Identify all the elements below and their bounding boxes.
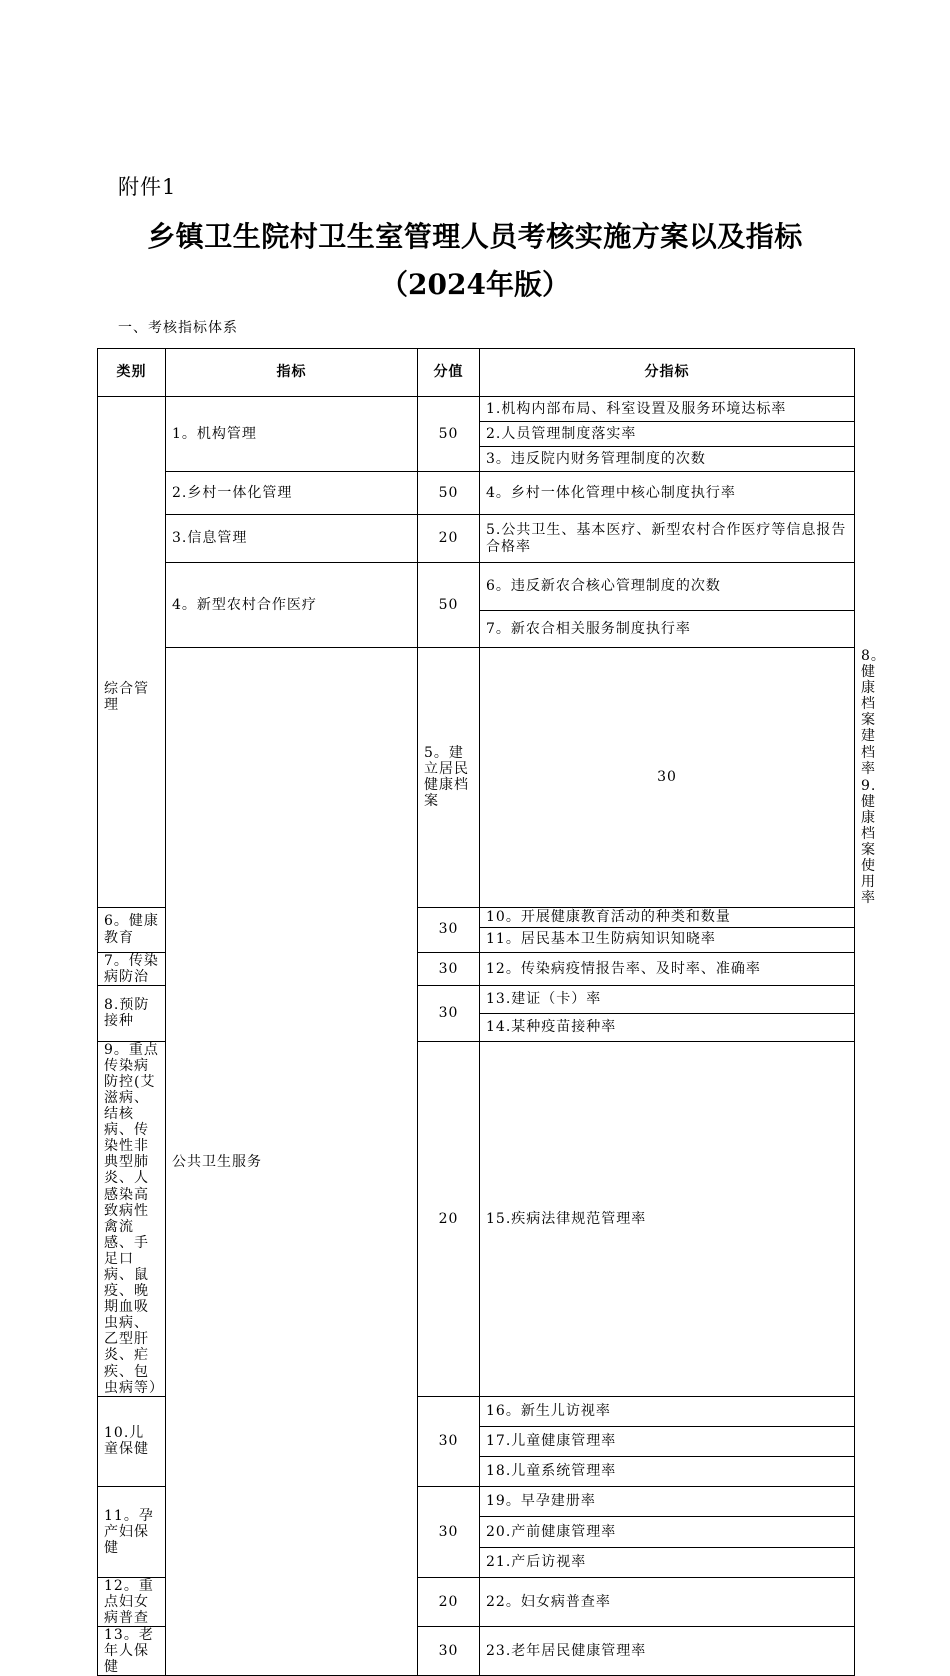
sub-indicator-cell: 15.疾病法律规范管理率 — [480, 1041, 855, 1396]
indicator-cell: 12。重点妇女病普查 — [98, 1577, 166, 1626]
score-cell: 30 — [480, 648, 855, 908]
sub-indicator-cell: 1.机构内部布局、科室设置及服务环境达标率 — [480, 397, 855, 422]
sub-indicator-cell: 16。新生儿访视率 — [480, 1396, 855, 1426]
table-row — [98, 472, 855, 515]
score-cell: 30 — [418, 1396, 480, 1486]
sub-indicator-cell: 20.产前健康管理率 — [480, 1516, 855, 1547]
table-row: 9.健康档案使用率 — [861, 777, 877, 907]
indicator-cell: 7。传染病防治 — [98, 952, 166, 985]
table-row — [98, 515, 855, 563]
score-cell: 50 — [418, 472, 480, 515]
score-cell: 30 — [418, 1627, 480, 1676]
sub-indicator-cell: 22。妇女病普查率 — [480, 1577, 855, 1626]
score-cell: 30 — [418, 907, 480, 952]
header-indicator: 指标 — [166, 349, 418, 397]
sub-indicator-cell: 4。乡村一体化管理中核心制度执行率 — [480, 472, 855, 515]
score-cell: 50 — [418, 397, 480, 472]
sub-indicator-cell: 18.儿童系统管理率 — [480, 1456, 855, 1486]
sub-indicator-cell: 5.公共卫生、基本医疗、新型农村合作医疗等信息报告合格率 — [480, 515, 855, 563]
indicator-cell: 10.儿童保健 — [98, 1396, 166, 1486]
indicator-cell: 8.预防接种 — [98, 985, 166, 1041]
indicator-cell: 3.信息管理 — [166, 515, 418, 563]
document-edition: （2024年版） — [380, 268, 570, 301]
score-cell: 20 — [418, 515, 480, 563]
sub-indicator-cell: 10。开展健康教育活动的种类和数量 — [480, 907, 855, 927]
indicator-cell: 5。建立居民健康档案 — [418, 648, 480, 908]
category-cell: 综合管理 — [98, 397, 166, 908]
table-header-row — [98, 349, 855, 397]
sub-indicator-cell: 23.老年居民健康管理率 — [480, 1627, 855, 1676]
header-category: 类别 — [98, 349, 166, 397]
sub-indicator-cell: 14.某种疫苗接种率 — [480, 1013, 855, 1041]
score-cell: 30 — [418, 952, 480, 985]
sub-indicator-cell: 3。违反院内财务管理制度的次数 — [480, 447, 855, 472]
sub-indicator-cell: 6。违反新农合核心管理制度的次数 — [480, 563, 855, 611]
score-cell: 20 — [418, 1577, 480, 1626]
sub-indicator-cell: 7。新农合相关服务制度执行率 — [480, 611, 855, 648]
indicator-table — [97, 348, 886, 1676]
score-cell: 50 — [418, 563, 480, 648]
sub-indicator-cell: 12。传染病疫情报告率、及时率、准确率 — [480, 952, 855, 985]
category-cell: 公共卫生服务 — [166, 648, 418, 1676]
sub-indicator-cell: 17.儿童健康管理率 — [480, 1426, 855, 1456]
sub-indicator-cell: 2.人员管理制度落实率 — [480, 422, 855, 447]
table-row: 公共卫生服务 5。建立居民健康档案 30 8。健康档案建档率 — [98, 648, 855, 778]
score-cell: 30 — [418, 985, 480, 1041]
indicator-cell: 4。新型农村合作医疗 — [166, 563, 418, 648]
sub-indicator-cell: 19。早孕建册率 — [480, 1486, 855, 1516]
section-heading: 一、考核指标体系 — [118, 320, 238, 336]
indicator-cell: 11。孕产妇保健 — [98, 1486, 166, 1577]
indicator-cell: 6。健康教育 — [98, 907, 166, 952]
table-row — [98, 563, 855, 611]
header-sub-indicator: 分指标 — [480, 349, 855, 397]
header-score: 分值 — [418, 349, 480, 397]
document-title: 乡镇卫生院村卫生室管理人员考核实施方案以及指标 — [147, 220, 803, 253]
sub-indicator-cell: 21.产后访视率 — [480, 1547, 855, 1577]
sub-indicator-cell: 13.建证（卡）率 — [480, 985, 855, 1013]
indicator-cell: 9。重点传染病防控(艾滋病、结核病、传染性非典型肺炎、人感染高致病性禽流感、手足口病、鼠疫、晚期血吸虫病、乙型肝炎、疟疾、包虫病等） — [98, 1041, 166, 1396]
score-cell: 20 — [418, 1041, 480, 1396]
indicator-cell: 2.乡村一体化管理 — [166, 472, 418, 515]
indicator-cell: 1。机构管理 — [166, 397, 418, 472]
annex-label: 附件1 — [118, 175, 177, 199]
table-row — [98, 397, 855, 422]
score-cell: 30 — [418, 1486, 480, 1577]
indicator-cell: 13。老年人保健 — [98, 1627, 166, 1676]
sub-indicator-cell: 11。居民基本卫生防病知识知晓率 — [480, 927, 855, 952]
